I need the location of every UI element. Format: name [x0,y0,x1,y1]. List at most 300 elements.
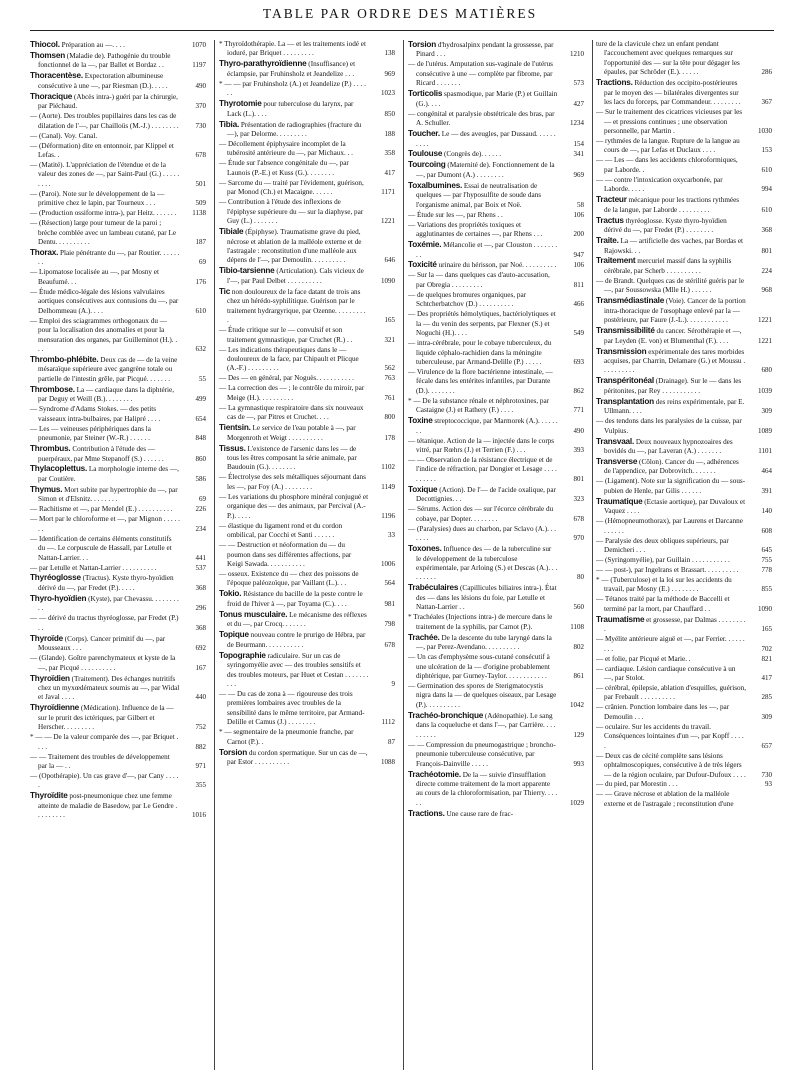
index-entry [408,437,586,456]
index-entry [219,610,397,630]
entry-text: — (Paralysies) dues au charbon, par Sclavo (A.). . . . . . . [408,524,557,543]
index-entry [596,397,774,417]
page-number: 368 [195,583,206,592]
entry-heading: Traumatisme [596,614,645,624]
entry-text: * — De la substance rénale et néphrotoxines, par Castaigne (J.) et Rathery (F.) . . . . [408,396,550,415]
page-number: 645 [761,546,772,555]
entry-text: des reins expérimentale, par E. Ullmann. . . . [604,397,745,416]
page-number: 417 [384,168,395,177]
entry-text: — — Du cas de zona à — rigoureuse des trois premières lombaires avec troubles de la sensibilité dans le même territoire, par Armand-Delille et Camus (J.) . . . . . . . . [219,689,365,727]
index-entry [596,556,774,565]
index-entry [219,651,397,690]
page-number: 427 [573,99,584,108]
index-entry [408,211,586,220]
page-number: 178 [384,433,395,442]
index-entry [30,464,208,484]
entry-heading: Trabéculaires [408,583,459,593]
entry-text: (Action). De l'— de l'acide oxalique, par Decottignies. . . [416,485,556,504]
index-entry [408,613,586,632]
index-entry [596,256,774,276]
page-number: 1016 [192,811,206,820]
page-number: 234 [195,524,206,533]
index-entry [219,80,397,99]
entry-text: — Sur le traitement des cicatrices vicieuses par les — et pressions continues ; une observation personnelle, par Martin . [596,108,743,136]
page-number: 798 [384,620,395,629]
page-number: 537 [195,563,206,572]
index-entry [596,347,774,376]
entry-heading: Thyroïdite [30,791,68,801]
entry-text: * — (Tuberculose) et la loi sur les accidents du travail, par Mosny (E.) . . . . . . . . [596,575,732,594]
entry-heading: Thomsen [30,50,65,60]
index-entry [30,505,208,514]
page-number: 610 [761,205,772,214]
page-number: 321 [384,335,395,344]
page-number: 224 [761,266,772,275]
page-number: 55 [199,374,206,383]
index-entry [219,404,397,423]
index-entry [30,92,208,112]
entry-text: Le service de l'eau potable à —, par Morgenroth et Weigt . . . . . . . . . . [227,424,356,442]
entry-text: — Des — en général, par Noguès. . . . . . . . . . . [219,374,354,383]
entry-text: — Sarcome du — traité par l'évidement, guérison, par Monod (Ch.) et Macaigne. . . . . . [219,178,364,197]
entry-text: — par Letulle et Nattan-Larrier . . . . . . . . . . [30,563,157,572]
page-number: 187 [195,238,206,247]
entry-text: Essai de neutralisation de quelques — par l'hyposulfite de soude dans l'organisme animal, par Boix et Noë. [416,181,542,209]
entry-text: — Un cas d'emphysème sous-cutané consécutif à une ulcération de la — d'origine probablement diphtérique, par Gurney-Taylor. . . . . . . . . . . . [408,653,550,680]
entry-text: nouveau contre le prurigo de Hébra, par de Beurmann. . . . . . . . . . . [227,631,366,649]
entry-heading: Tractus [596,215,624,225]
page-number: 138 [384,49,395,58]
column-divider [403,40,404,1070]
entry-heading: Transvaal. [596,436,635,446]
entry-heading: Thyrotomie [219,99,262,109]
index-entry [596,195,774,215]
entry-text: — Étude sur l'absence congénitale du —, par Launois (P.-E.) et Kuss (G.). . . . . . . . [219,159,349,177]
entry-text: — de Brandt. Quelques cas de stérilité guéris par le —, par Soussowska (Mlle H.) . . . . . . [596,276,745,295]
index-entry [219,690,397,728]
index-entry [219,630,397,650]
entry-text: * — segmentaire de la pneumonie franche, par Carnot (P.). . [219,728,354,746]
entry-text: — La gymnastique respiratoire dans six nouveaux cas de —, par Pitres et Cruchet. . . . [219,403,364,422]
index-entry [408,260,586,270]
index-entry [30,161,208,189]
index-entry [408,221,586,240]
index-entry [219,423,397,443]
entry-heading: Toxones. [408,544,442,554]
page-number: 562 [384,364,395,373]
page-number: 129 [573,730,584,739]
index-entry [30,654,208,673]
page-number: 1171 [381,188,395,197]
entry-text: * Thyroïdothérapie. La — et les traitements iodé et ioduré, par Briquet . . . . . . . . . [219,40,366,58]
page-number: 969 [573,170,584,179]
entry-heading: Thyro-hyoïdien [30,593,87,603]
entry-text: — La correction des — ; le contrôle du miroir, par Meige (H.). . . . . . . . . . [219,384,365,402]
entry-heading: Tibio-tarsienne [219,266,275,276]
entry-text: (Tractus). Kyste thyro-hyoïdien dérivé du —, par Fredet (P.). . . . . [38,574,174,592]
page-number: 9 [391,679,395,688]
entry-heading: Transplantation [596,396,654,406]
header-rule [30,30,774,31]
index-entry [30,248,208,268]
page-number: 692 [195,644,206,653]
entry-text: Contribution à l'étude des — puerpéraux, par Mme Stepanoff (S.) . . . . . . [38,445,164,463]
page-number: 560 [573,603,584,612]
index-entry [30,268,208,287]
column-divider [214,40,215,1070]
page-number: 763 [384,374,395,383]
entry-text: — congénital et paralysie obstétricale des bras, par A. Schuller. [408,109,555,128]
index-entry [30,594,208,614]
page-number: 1070 [192,41,206,49]
index-entry [30,385,208,405]
entry-heading: Thyréoglosse [30,573,81,583]
index-entry [408,110,586,129]
entry-text: — cérébral, épilepsie, ablation d'esquilles, guérison, par Frebault . . . . . . . . . . [596,683,746,702]
page-number: 752 [195,723,206,732]
index-entry [30,772,208,791]
index-entry [408,89,586,109]
index-entry [30,51,208,71]
entry-text: — intra-cérébrale, pour le cobaye tuberculeux, du liquide céphalo-rachidien dans la méningite tuberculeuse, par Armand-Delille (P.) . . . . . [408,339,552,366]
entry-text: post-pneumonique chez une femme atteinte de maladie de Basedow, par Le Gendre . . . . . . . . . [38,792,178,820]
page-number: 1101 [758,447,772,456]
page-number: 355 [195,781,206,790]
entry-heading: Tourcoing [408,160,446,170]
entry-heading: Tibiale [219,227,244,237]
index-entry [219,40,397,59]
index-entry [408,711,586,740]
page-number: 393 [573,446,584,455]
entry-heading: Thrombose. [30,384,75,394]
index-entry [219,159,397,178]
index-entry [219,728,397,747]
index-entry [408,682,586,710]
entry-text: ture de la clavicule chez un enfant pendant l'accouchement avec quelques remarques sur l'opportunité des — sur la tête pour dégager les épaules, par Schröder (E.). . . . . . [596,40,740,77]
index-entry [596,703,774,722]
page-number: 501 [195,179,206,188]
entry-text: (Voie). Cancer de la portion intra-thoracique de l'œsophage enlevé par la — postérieure, par Faure (J.-L.). . . . . . . . . . . . [604,297,746,325]
entry-heading: Tonus musculaire. [219,609,288,619]
page-number: 341 [573,150,584,159]
index-entry [30,733,208,752]
entry-heading: Transpéritonéal [596,376,654,386]
index-entry [408,633,586,653]
entry-text: — Virulence de la flore bactérienne intestinale, — fécale dans les entérites infantiles, par Durante (D.). . . . . . . . [408,367,553,395]
page-number: 153 [761,146,772,155]
entry-heading: Toxique [408,484,438,494]
entry-text: — (Glande). Goître parenchymateux et kyste de la —, par Picqué . . . . . . . . . . [30,654,176,672]
entry-text: du cordon spermatique. Sur un cas de —, par Estor . . . . . . . . . . [227,748,368,767]
entry-text: — tétanique. Action de la — injectée dans le corps vitré, par Rœhrs (J.) et Terrien (F.) . . . [408,436,555,455]
page-number: 730 [195,121,206,130]
index-entry [596,277,774,296]
page-number: 981 [384,599,395,608]
page-number: 1197 [192,61,206,70]
entry-heading: Trachée. [408,632,440,642]
page-number: 801 [573,474,584,483]
entry-text: — Deux cas de cécité complète sans lésions ophtalmoscopiques, consécutive à de très légers — de la région oculaire, par Dufour-Dufoux . . . . [596,751,746,779]
entry-heading: Tibia. [219,119,240,129]
page-number: 1039 [758,386,772,395]
index-entry [219,227,397,266]
entry-text: — (Aorte). Des troubles pupillaires dans les cas de dilatation de l'—, par Chailloüs (M.-J.) . . . . . . . . [30,112,179,130]
entry-heading: Tractions. [408,808,445,818]
page-number: 200 [573,230,584,239]
entry-heading: Toucher. [408,129,440,139]
entry-text: spasmodique, par Marie (P.) et Guillain (G.). . . . [416,90,558,108]
page-number: 167 [195,663,206,672]
entry-heading: Trachéotomie. [408,769,461,779]
entry-text: (Congrès de). . . . . . [443,150,502,159]
index-entry [408,271,586,290]
index-entry [408,456,586,484]
index-entry [219,493,397,521]
index-entry [219,541,397,569]
index-entry [30,112,208,131]
entry-text: * — — De la valeur comparée des —, par Briquet . . . . [30,733,179,751]
entry-text: Le mécanisme des réflexes et du —, par Crocq. . . . . . . [227,610,367,629]
page-number: 106 [573,261,584,270]
entry-text: — Des propriétés hémolytiques, bactériolytiques et la — du venin des serpents, par Flexner (S.) et Noguchi (H.). . . . [408,310,556,338]
page-number: 370 [195,102,206,111]
page-number: 1088 [381,758,395,767]
entry-heading: Topographie [219,650,266,660]
entry-text: Réduction des occipito-postérieures par le moyen des — bilatérales divergentes sur les lacs du forceps, par Commandeur. . . . . . . . . [604,79,741,107]
entry-heading: Thiocol. [30,40,60,49]
entry-heading: Toxine [408,416,433,426]
entry-text: (Traitement). Des échanges nutritifs chez un myxœdémateux soumis au —, par Widal et Javal . . . . [38,674,180,702]
page-number: 821 [761,654,772,663]
page-number: 440 [195,693,206,702]
index-entry [408,40,586,60]
entry-text: (Insuffisance) et éclampsie, par Fruhinsholz et Jeandelize . . . [227,60,356,78]
index-entry [596,537,774,556]
entry-text: (Drainage). Sur le — dans les péritonites, par Rey . . . . . . . . . . . [604,377,742,395]
entry-text: (Capillicules biliaires intra-). État des — dans les lésions du foie, par Letulle et Nattan-Larrier . . [416,584,557,612]
index-entry [596,635,774,654]
entry-text: — Myélite antérieure aiguë et —, par Ferrier. . . . . . . . . [596,635,745,653]
page-number: 882 [195,742,206,751]
index-entry [219,589,397,609]
page-number: 1221 [758,316,772,325]
page-number: 1090 [381,276,395,285]
entry-text: mécanique pour les tractions rythmées de la langue, par Laborde . . . . . . . . . [604,196,740,214]
index-entry [30,535,208,563]
page-number: 358 [384,149,395,158]
page-number: 632 [195,345,206,354]
entry-text: (Articulation). Cals vicieux de l'—, par Paul Delbet . . . . . . . . . . [227,267,364,285]
page-number: 755 [761,556,772,565]
index-entry [30,40,208,50]
page-number: 993 [573,759,584,768]
page-number: 286 [761,68,772,77]
entry-text: — (Ligament). Note sur la signification du — sous-pubien de Henle, par Gilis . . . . . . [596,477,746,495]
entry-text: — (Déformation) dite en entonnoir, par Klippel et Lefas. . [30,141,174,159]
page-number: 80 [577,573,584,582]
page-number: 490 [195,81,206,90]
entry-text: — du pied, par Morestin . . . [596,780,678,789]
index-entry [408,310,586,338]
page-number: 855 [761,585,772,594]
entry-text: — rythmées de la langue. Rupture de la langue au cours de —, par Lefas et Duclaux . . . . [596,137,740,155]
entry-text: — des tendons dans les paralysies de la cuisse, par Vulpius. [596,417,742,435]
page-number: 309 [761,407,772,416]
index-column-4 [596,40,774,1072]
entry-heading: Traumatique [596,496,643,506]
page-number: 368 [195,623,206,632]
entry-text: thyréoglosse. Kyste thyro-hyoïdien dérivé du —, par Fredet (P.) . . . . . . . . [604,216,727,235]
entry-text: — Germination des spores de Sterigmatocystis nigra dans la — de quelques oiseaux, par Lesage (P.). . . . . . . . . . [408,681,557,709]
entry-text: — — Destruction et néoformation du — du poumon dans ses différentes affections, par Keigi Sawada. . . . . . . . . . . [219,541,352,569]
page-number: 367 [761,98,772,107]
page-number: 466 [573,300,584,309]
index-entry [219,120,397,140]
index-entry [408,653,586,681]
page-number: 509 [195,199,206,208]
page-number: 608 [761,526,772,535]
entry-heading: Thrombus. [30,444,71,454]
page-number: 309 [761,712,772,721]
page-number: 226 [195,505,206,514]
entry-text: mercuriel massif dans la syphilis cérébrale, par Scherb . . . . . . . . . . [604,257,732,275]
index-column-1 [30,40,208,1072]
entry-text: Mort subite par hypertrophie du —, par Simon et d'Elsnitz. . . . . . . . [38,485,178,504]
entry-heading: Thyroïdien [30,673,70,683]
index-entry [219,384,397,403]
entry-text: (Médication). Influence de la — sur le prurit des ictériques, par Gilbert et Herscher. . . . . . . . . [38,704,174,732]
column-divider [592,40,593,1070]
page-number: 850 [384,109,395,118]
entry-heading: Tientsin. [219,423,251,433]
entry-text: — Lipomatose localisée au —, par Mosny et Beaufumé. . . [30,268,159,286]
page-number: 1221 [381,217,395,226]
page-number: 154 [573,139,584,148]
entry-text: — Contribution à l'étude des inflexions de l'épiphyse supérieure du — sur la diaphyse, par Guy (L.) . . . . . . . [219,198,364,226]
entry-text: Deux nouveaux hypnozoaires des bovidés du —, par Laveran (A.) . . . . . . . [604,437,733,456]
index-entry [596,40,774,78]
index-entry [30,71,208,91]
page-number: 971 [195,762,206,771]
page-number: 778 [761,566,772,575]
entry-heading: Toxicité [408,260,437,270]
page-number: 296 [195,604,206,613]
entry-text: — et folie, par Picqué et Marie. . [596,654,691,663]
index-column-3 [408,40,586,1072]
page-number: 802 [573,643,584,652]
entry-text: — — Compression du pneumogastrique ; broncho-pneumonie tuberculeuse consécutive, par François-Dainville . . . . . [408,740,556,768]
entry-heading: Toulouse [408,149,443,159]
entry-text: (Abcès intra-) guéri par la chirurgie, par Piéchaud. [38,92,178,111]
entry-heading: Tissus. [219,443,246,453]
page-number: 285 [761,693,772,702]
page-number: 586 [195,474,206,483]
entry-text: radiculaire. Sur un cas de syringomyélie avec — des troubles sensitifs et des troubles moteurs, par Huet et Cestan . . . . . . . . . . [227,651,369,688]
page-number: 93 [765,780,772,789]
entry-text: Présentation de radiographies (fracture du —), par Delorme. . . . . . . . . [227,120,362,139]
index-entry [219,266,397,286]
entry-text: La — cardiaque dans la diphtérie, par Deguy et Weill (B.). . . . . . . . [38,385,175,404]
entry-text: urinaire du hérisson, par Noé. . . . . . . . . . [438,261,557,270]
entry-heading: Tokio. [219,589,242,599]
entry-text: * — — par Fruhinsholz (A.) et Jeandelize (P.) . . . . . . [219,79,366,98]
entry-text: — Emploi des sciagrammes orthogonaux du — pour la localisation des anomalies et pour la mensuration des organes, par Guilleminot (H.). . . . [30,316,178,354]
entry-text: — oculaire. Sur les accidents du travail. Conséquences lointaines d'un —, par Kopff . . . . . [596,722,744,750]
entry-heading: Thoracique [30,91,73,101]
entry-text: — — Observation de la résistance électrique et de l'indice de réfraction, par Dongier et Lesage . . . . . . . . . . [408,456,557,483]
entry-text: Préparation au —. . . . [61,41,125,49]
index-entry [30,425,208,444]
index-entry [596,595,774,614]
index-entry [408,291,586,310]
page-number: 140 [761,507,772,516]
page-number: 678 [195,150,206,159]
index-entry [219,473,397,492]
page-number: 693 [573,358,584,366]
entry-text: (Adénopathie). Le sang dans la coqueluche et dans l'—, par Carrière. . . . . . . . . . [416,711,556,739]
index-entry [30,132,208,141]
page-number: 654 [195,414,206,423]
entry-text: — Étude critique sur le — convulsif et son traitement gymnastique, par Cruchet (R.) . . [219,326,353,344]
entry-text: — — post-), par Ingelrans et Brassart. . . . . . . . . . [596,566,739,575]
entry-text: — (Résection) large pour tumeur de la paroi ; brèche comblée avec un lambeau cutané, par Le Dentu. . . . . . . . . . [30,219,177,247]
index-entry [219,522,397,541]
entry-heading: Torsion [408,40,437,49]
page-number: 848 [195,434,206,443]
entry-text: Une cause rare de frac- [446,809,514,818]
entry-text: La morphologie interne des —, par Coutière. [38,465,179,483]
entry-text: — Étude médico-légale des lésions valvulaires aortiques consécutives aux contusions du —, par Delhommeau (A.). . . . [30,287,179,315]
entry-text: De la — suivie d'insufflation directe comme traitement de la mort apparente au cours de la chloroformisation, par Thierry. . . . . . [416,770,558,807]
index-entry [408,485,586,505]
entry-heading: Thyroïdienne [30,703,80,713]
entry-text: — Identification de certains éléments constitutifs du —. Le corpuscule de Hassall, par Letulle et Nattan-Larrier. . . [30,534,172,562]
entry-text: — Rachitisme et —, par Mendel (E.) . . . . . . . . . . [30,505,173,514]
entry-text: — Étude sur les —, par Rhens . . [408,210,503,219]
index-entry [596,108,774,136]
index-entry [408,416,586,436]
entry-heading: Thyro-parathyroïdienne [219,59,307,69]
entry-text: Le — des aveugles, par Dussaud. . . . . . . . . . [416,130,556,148]
index-entry [30,573,208,593]
index-entry [596,655,774,664]
index-entry [408,397,586,416]
index-entry [596,665,774,684]
page-number: 646 [384,256,395,265]
index-entry [219,287,397,326]
page-number: 860 [195,454,206,463]
entry-text: (Corps). Cancer primitif du —, par Mousseaux . . . [38,634,166,653]
index-entry [30,515,208,534]
entry-text: — Sur la — dans quelques cas d'auto-accusation, par Obregia . . . . . . . . . [408,271,550,289]
page-number: 657 [761,741,772,750]
index-entry [408,741,586,769]
index-entry [596,137,774,156]
page-number: 441 [195,553,206,562]
entry-heading: Tracteur [596,195,627,205]
entry-text: — de quelques bromures organiques, par Schtcherbatchov (D.) . . . . . . . . . . [408,290,527,309]
page-number: 106 [573,210,584,219]
index-entry [219,59,397,79]
entry-text: — Les indications thérapeutiques dans le — douloureux de la face, par Chipault et Plicque (A.-F.) . . . . . . . . . [219,345,359,373]
index-entry [30,614,208,633]
entry-text: non douloureux de la face datant de trois ans chez un hérédo-syphilitique. Guérison par le traitement hydrargyrique, par Ozenne. . . . . . . . . . [227,287,366,325]
page-number: 58 [577,200,584,209]
index-entry [408,525,586,544]
page-title: TABLE PAR ORDRE DES MATIÈRES [262,6,538,21]
page-number: 1149 [381,482,395,491]
index-column-2 [219,40,397,1072]
